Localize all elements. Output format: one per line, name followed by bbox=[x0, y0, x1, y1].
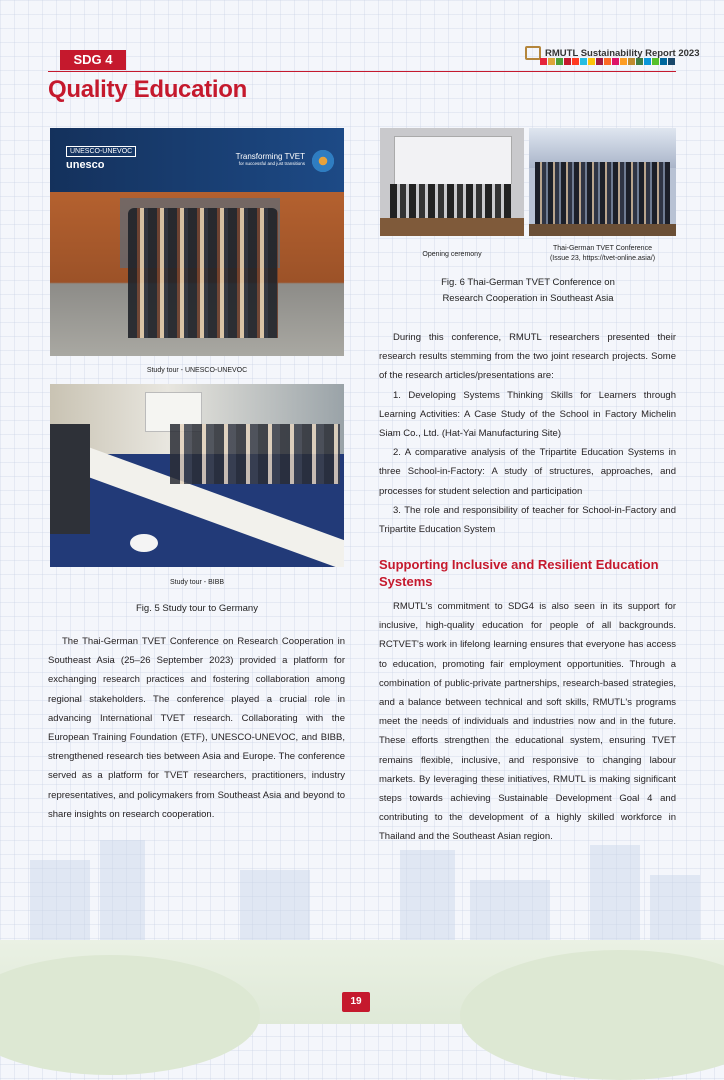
list-item: 3. The role and responsibility of teacher for School-in-Factory and Tripartite Education System bbox=[379, 504, 676, 536]
research-list-section bbox=[379, 328, 676, 539]
figure-caption: Fig. 5 Study tour to Germany bbox=[136, 603, 258, 614]
caption-line: (Issue 23, https://tvet-online.asia/) bbox=[549, 255, 656, 262]
photo-bibb bbox=[50, 384, 344, 567]
participant-foreground bbox=[50, 424, 90, 534]
sdg-color-strip bbox=[540, 58, 675, 65]
figure-caption-line: Fig. 6 Thai-German TVET Conference on bbox=[441, 277, 615, 288]
section-subheading bbox=[379, 556, 676, 590]
intro-text: During this conference, RMUTL researchers presented their research results stemming from the two joint research projects. Some of the research articles/presentations are: bbox=[379, 332, 676, 382]
inclusive-education-paragraph bbox=[379, 597, 676, 847]
sdg-color-swatch bbox=[644, 58, 651, 65]
paragraph-text: The Thai-German TVET Conference on Research Cooperation in Southeast Asia (25–26 September 2023) provided a platform for exchanging research practices and fostering collaboration among regional stakeholders. The conference played a crucial role in advancing International TVET research. Collaborating with the European Training Foundation (ETF), UNESCO-UNEVOC, and BIBB, strengthened research ties between Asia and Europe. The conference served as a platform for TVET researchers, practitioners, industry representatives, and policymakers from Southeast Asia and beyond to share insights on research cooperation. bbox=[48, 636, 345, 820]
report-title: RMUTL Sustainability Report 2023 bbox=[545, 47, 700, 59]
banner-subtitle: for successful and just transitions bbox=[238, 161, 305, 166]
sdg-color-swatch bbox=[668, 58, 675, 65]
page-number: 19 bbox=[342, 992, 370, 1012]
subheading-line: Supporting Inclusive and Resilient Education bbox=[379, 557, 659, 572]
photo-caption: Opening ceremony bbox=[422, 251, 482, 258]
sdg-color-swatch bbox=[548, 58, 555, 65]
header-rule bbox=[48, 71, 676, 72]
sdg-color-swatch bbox=[596, 58, 603, 65]
coffee-cup bbox=[130, 534, 158, 552]
stage-backdrop bbox=[394, 136, 512, 186]
tvet-graphic-icon bbox=[308, 138, 338, 184]
sdg-color-swatch bbox=[652, 58, 659, 65]
photo-unesco-unevoc bbox=[50, 128, 344, 356]
list-item: 2. A comparative analysis of the Tripartite Education Systems in three School-in-Factory: A study of structures, approaches, and processes for student selection and participation bbox=[379, 447, 676, 497]
subheading-line: Systems bbox=[379, 574, 433, 589]
group-of-people bbox=[128, 208, 278, 338]
list-item: 1. Developing Systems Thinking Skills for Learners through Learning Activities: A Case Study of the School in Factory Michelin Siam Co., Ltd. (Hat-Yai Manufacturing Site) bbox=[379, 389, 676, 440]
photo-tvet-conference bbox=[529, 128, 676, 236]
sdg-color-swatch bbox=[628, 58, 635, 65]
photo-caption: Study tour - BIBB bbox=[169, 579, 225, 586]
sdg-color-swatch bbox=[636, 58, 643, 65]
photo-caption: Study tour - UNESCO-UNEVOC bbox=[146, 367, 248, 374]
stage-floor bbox=[380, 218, 524, 236]
photo-caption bbox=[529, 244, 676, 264]
meeting-participants bbox=[170, 424, 340, 484]
sdg-color-swatch bbox=[564, 58, 571, 65]
unevoc-logo-label: UNESCO-UNEVOC bbox=[66, 146, 136, 157]
page-title: Quality Education bbox=[48, 76, 247, 103]
unesco-wordmark: unesco bbox=[66, 159, 105, 171]
conference-attendees bbox=[535, 162, 670, 224]
banner-title: Transforming TVET bbox=[235, 152, 305, 161]
sdg-color-swatch bbox=[556, 58, 563, 65]
unesco-logo bbox=[66, 146, 136, 171]
sdg-color-swatch bbox=[620, 58, 627, 65]
figure-caption bbox=[380, 275, 676, 307]
sdg-color-swatch bbox=[604, 58, 611, 65]
sdg-tag: SDG 4 bbox=[60, 50, 126, 70]
sdg-color-swatch bbox=[540, 58, 547, 65]
sdg-color-swatch bbox=[660, 58, 667, 65]
caption-line: Thai-German TVET Conference bbox=[553, 245, 652, 252]
figure-caption-line: Research Cooperation in Southeast Asia bbox=[442, 293, 614, 304]
paragraph-text: RMUTL's commitment to SDG4 is also seen in its support for inclusive, high-quality education for people of all backgrounds. RCTVET's work in lifelong learning ensures that everyone has access to education, promoting fair employment opportunities. Through a combination of public-private partnerships, research-based strategies, and a balance between technical and soft skills, RMUTL's programs meet the needs of individuals and industries now and in the future. These efforts strengthen the educational system, ensuring TVET remains flexible, inclusive, and responsive to changing labour markets. By leveraging these initiatives, RMUTL is making significant steps towards achieving Sustainable Development Goal 4 and contributing to the development of a highly skilled workforce in Thailand and the Southeast Asian region. bbox=[379, 601, 676, 843]
sdg-color-swatch bbox=[572, 58, 579, 65]
sdg-color-swatch bbox=[580, 58, 587, 65]
conference-paragraph bbox=[48, 632, 345, 824]
ceremony-guests bbox=[390, 184, 514, 218]
photo-opening-ceremony bbox=[380, 128, 524, 236]
rmutl-logo-icon bbox=[525, 46, 541, 60]
sdg-color-swatch bbox=[612, 58, 619, 65]
sdg-color-swatch bbox=[588, 58, 595, 65]
